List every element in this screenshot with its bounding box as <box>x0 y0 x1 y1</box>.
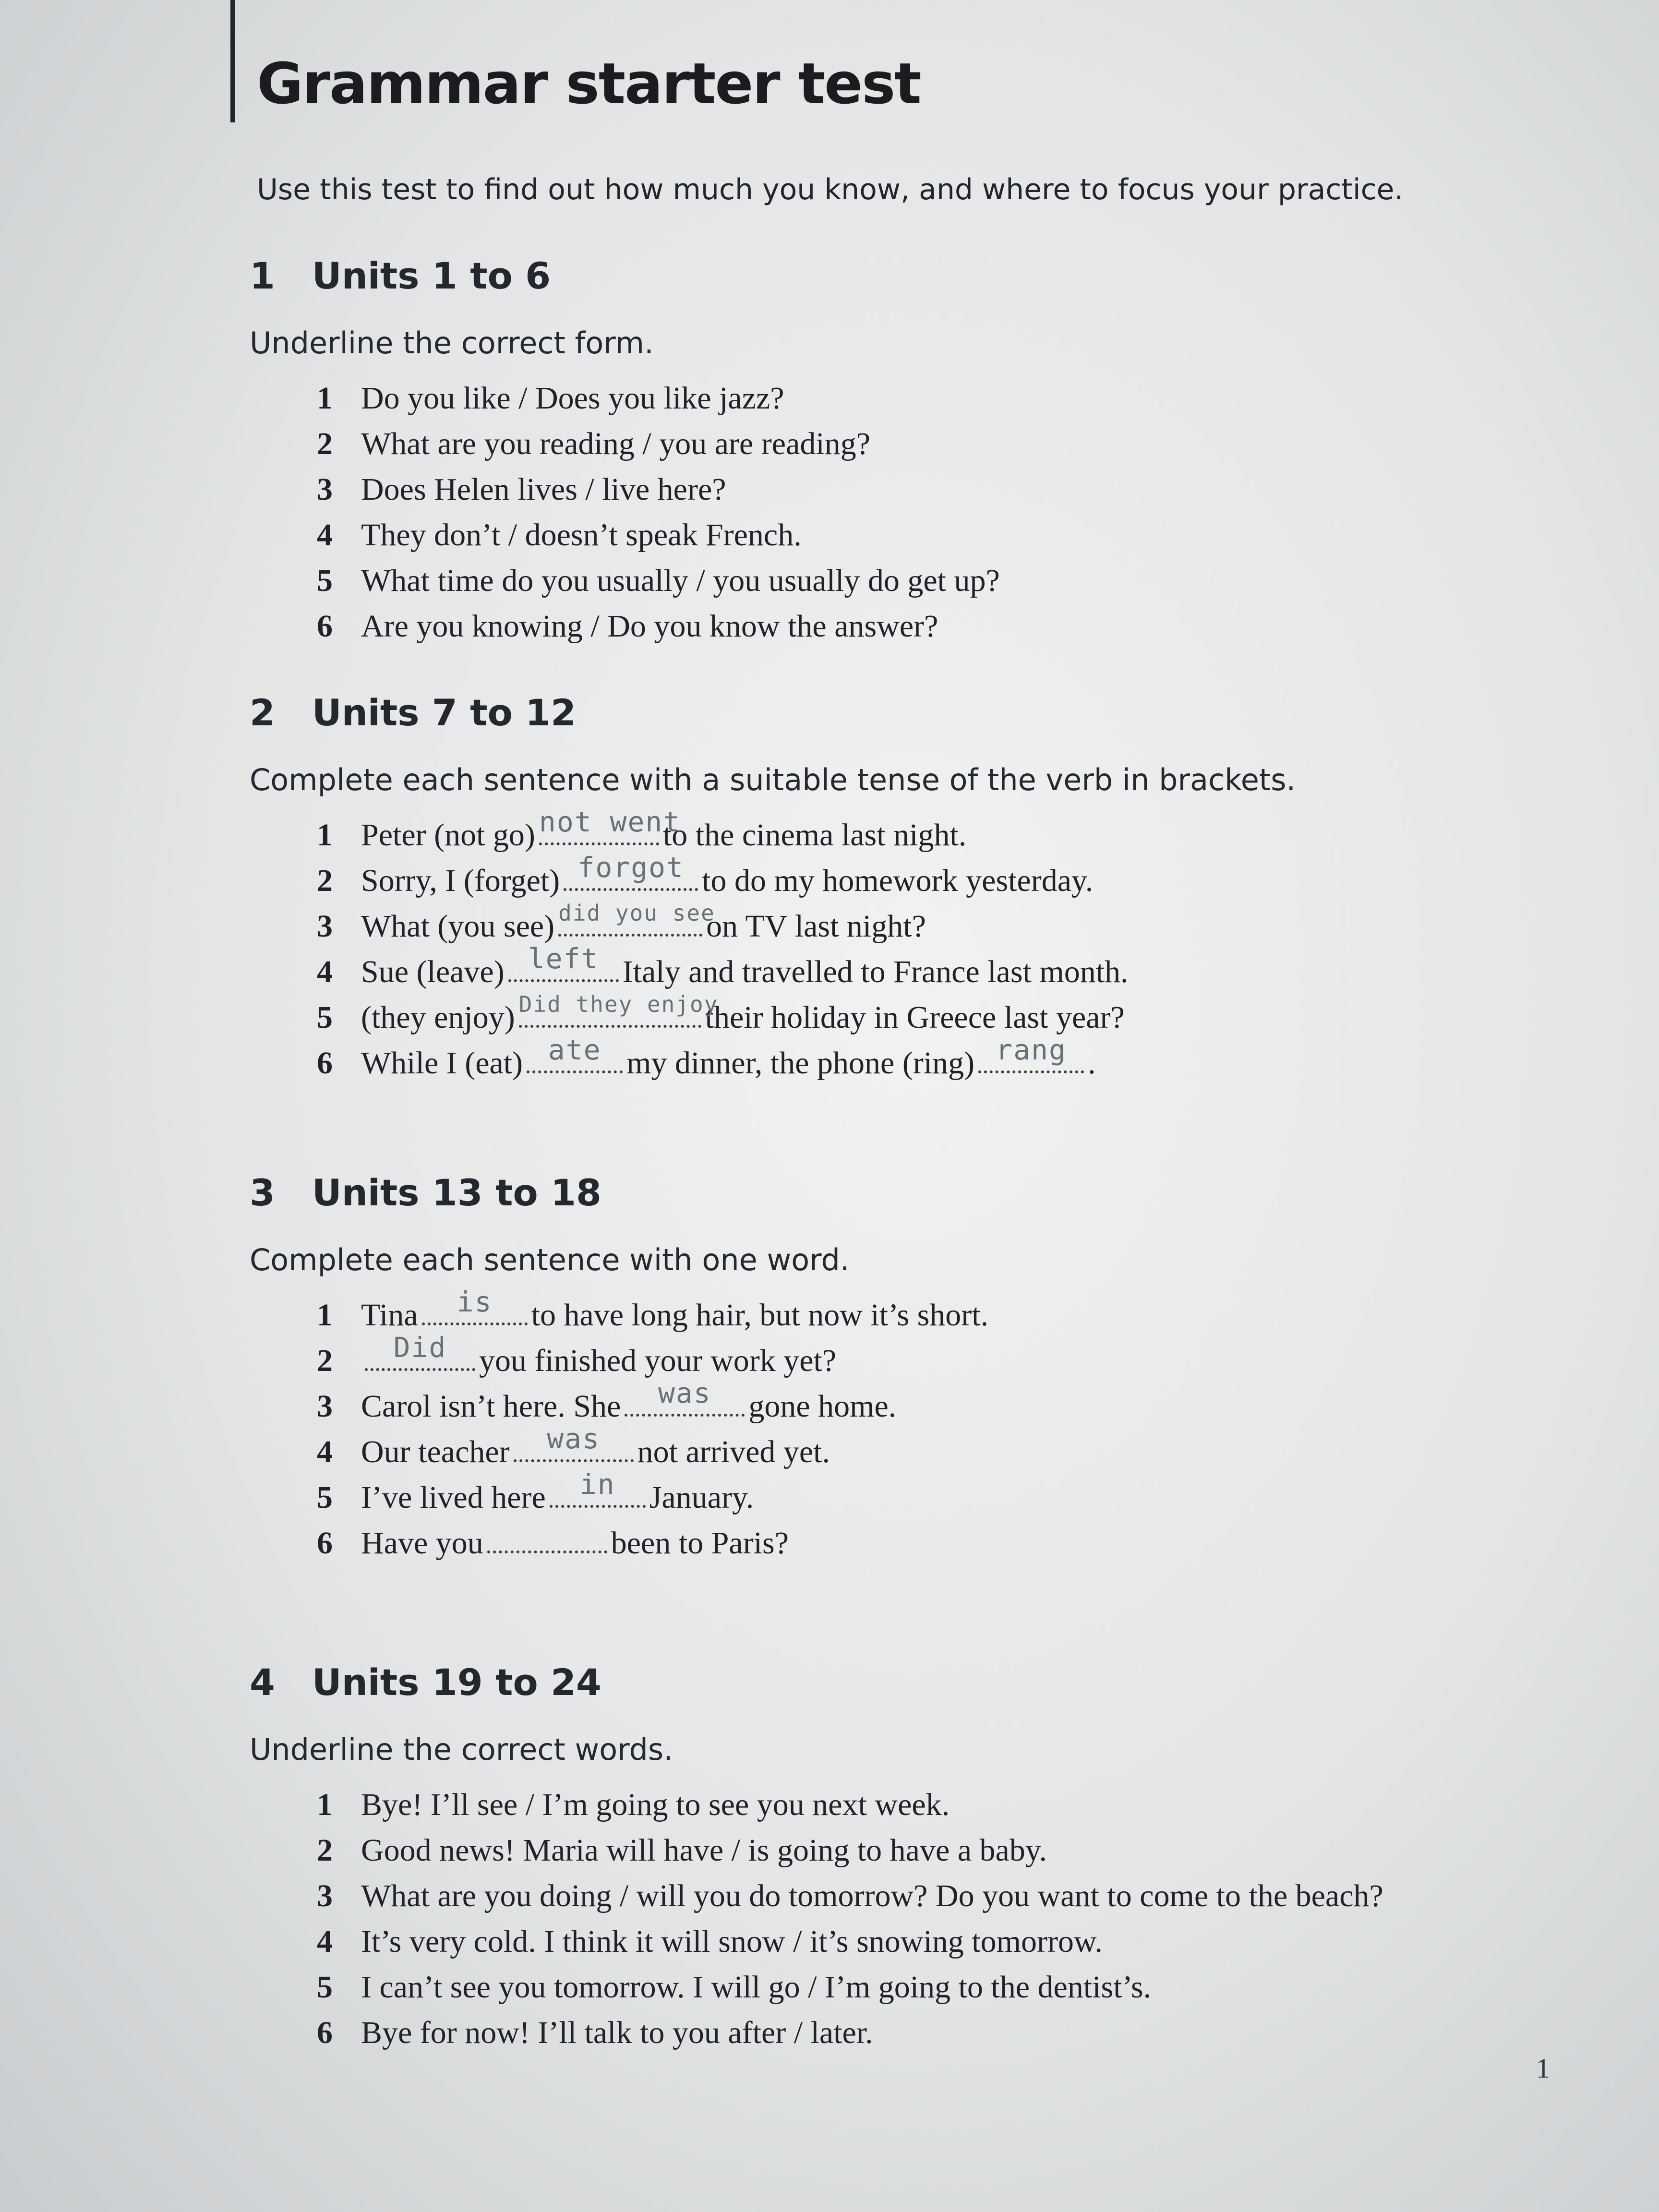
item-text-before: Sorry, I (forget) <box>361 863 560 898</box>
section-3 <box>250 1166 1594 1566</box>
item-text-middle: my dinner, the phone (ring) <box>626 1046 975 1081</box>
item-text: What time do you usually / you usually do get up? <box>361 563 1000 598</box>
answer-blank[interactable] <box>487 1522 607 1553</box>
item-number: 6 <box>317 2015 333 2050</box>
handwritten-answer: Did they enjoy <box>518 991 719 1017</box>
item-text: Bye! I’ll see / I’m going to see you next week. <box>361 1787 950 1822</box>
answer-blank[interactable] <box>539 805 681 845</box>
exercise-item <box>317 1827 1594 1873</box>
item-text-before: Sue (leave) <box>361 954 505 989</box>
section-number: 3 <box>250 1171 275 1214</box>
section-number: 4 <box>250 1661 275 1704</box>
item-number: 1 <box>317 1298 333 1333</box>
exercise-item <box>317 1964 1594 2010</box>
exercise-item <box>317 1286 1594 1338</box>
item-number: 4 <box>317 954 333 989</box>
item-text-before: Carol isn’t here. She <box>361 1389 621 1424</box>
item-number: 3 <box>317 1878 333 1913</box>
section-title: Units 7 to 12 <box>312 691 576 734</box>
section-heading <box>250 686 1594 739</box>
exercise-item <box>317 421 1594 467</box>
section-heading <box>250 250 1594 302</box>
item-text-after: to have long hair, but now it’s short. <box>531 1298 989 1333</box>
section-heading <box>250 1166 1594 1219</box>
exercise-item <box>317 1034 1594 1086</box>
item-text-before: (they enjoy) <box>361 1000 515 1035</box>
item-text: Bye for now! I’ll talk to you after / later. <box>361 2015 873 2050</box>
handwritten-answer: was <box>658 1377 711 1409</box>
answer-blank[interactable] <box>527 1034 623 1073</box>
section-title: Units 19 to 24 <box>312 1661 601 1704</box>
section-heading <box>250 1656 1594 1709</box>
handwritten-answer: not went <box>539 805 681 838</box>
exercise-item <box>317 603 1594 649</box>
section-instruction: Complete each sentence with a suitable tense of the verb in brackets. <box>250 762 1296 797</box>
exercise-item <box>317 942 1594 995</box>
item-number: 3 <box>317 909 333 944</box>
handwritten-answer: in <box>579 1468 615 1501</box>
item-text-before: I’ve lived here <box>361 1480 546 1515</box>
item-text-after: their holiday in Greece last year? <box>705 1000 1125 1035</box>
answer-blank[interactable] <box>625 1377 745 1417</box>
exercise-item <box>317 991 1594 1040</box>
handwritten-answer: did you see <box>558 900 715 926</box>
item-number: 2 <box>317 426 333 461</box>
exercise-item <box>317 1377 1594 1429</box>
section-instruction: Underline the correct words. <box>250 1732 673 1767</box>
exercise-item <box>317 1873 1594 1919</box>
intro-text: Use this test to find out how much you know, and where to focus your practice. <box>257 173 1404 206</box>
item-text: They don’t / doesn’t speak French. <box>361 517 802 553</box>
handwritten-answer: is <box>457 1286 493 1318</box>
item-number: 2 <box>317 1833 333 1868</box>
answer-blank[interactable] <box>508 942 619 982</box>
handwritten-answer: ate <box>548 1034 601 1066</box>
exercise-item <box>317 1422 1594 1475</box>
exercise-item <box>317 467 1594 512</box>
item-number: 5 <box>317 1970 333 2005</box>
item-number: 1 <box>317 1787 333 1822</box>
item-text-after: . <box>1088 1046 1096 1081</box>
item-text-after: to do my homework yesterday. <box>702 863 1094 898</box>
item-number: 5 <box>317 1480 333 1515</box>
item-text-before: Have you <box>361 1526 483 1561</box>
item-text-before: While I (eat) <box>361 1046 523 1081</box>
answer-blank[interactable] <box>978 1034 1084 1073</box>
exercise-item <box>317 805 1594 858</box>
item-number: 4 <box>317 1434 333 1469</box>
answer-blank[interactable] <box>518 991 719 1028</box>
exercise-item <box>317 1782 1594 1827</box>
handwritten-answer: was <box>547 1422 601 1455</box>
item-text: Good news! Maria will have / is going to have a baby. <box>361 1833 1047 1868</box>
exercise-item <box>317 1331 1594 1383</box>
item-text-after: Italy and travelled to France last month. <box>622 954 1129 989</box>
exercise-item <box>317 851 1594 903</box>
answer-blank[interactable] <box>550 1468 646 1508</box>
item-text: What are you reading / you are reading? <box>361 426 870 461</box>
section-number: 1 <box>250 254 275 297</box>
item-number: 3 <box>317 1389 333 1424</box>
section-instruction: Complete each sentence with one word. <box>250 1242 850 1277</box>
exercise-item <box>317 558 1594 603</box>
item-text-after: been to Paris? <box>611 1526 789 1561</box>
item-number: 6 <box>317 609 333 644</box>
item-text-before: What (you see) <box>361 909 555 944</box>
item-text-after: gone home. <box>748 1389 897 1424</box>
exercise-item <box>317 1468 1594 1520</box>
item-text-after: not arrived yet. <box>637 1434 830 1469</box>
answer-blank[interactable] <box>365 1331 475 1371</box>
exercise-item <box>317 512 1594 558</box>
handwritten-answer: forgot <box>577 851 684 884</box>
exercise-item <box>317 2010 1594 2056</box>
answer-blank[interactable] <box>558 900 715 937</box>
item-number: 5 <box>317 563 333 598</box>
item-text-after: January. <box>649 1480 754 1515</box>
item-text-after: you finished your work yet? <box>479 1343 837 1378</box>
section-number: 2 <box>250 691 275 734</box>
item-number: 1 <box>317 381 333 416</box>
item-text: Does Helen lives / live here? <box>361 472 726 507</box>
item-number: 1 <box>317 817 333 853</box>
item-text: It’s very cold. I think it will snow / it’s snowing tomorrow. <box>361 1924 1103 1959</box>
handwritten-answer: left <box>528 942 599 975</box>
item-text-before: Tina <box>361 1298 418 1333</box>
answer-blank[interactable] <box>422 1286 528 1325</box>
page-number: 1 <box>1536 2053 1550 2084</box>
exercise-item <box>317 1919 1594 1964</box>
section-4 <box>250 1656 1594 2056</box>
handwritten-answer: Did <box>393 1331 447 1364</box>
section-title: Units 13 to 18 <box>312 1171 601 1214</box>
item-number: 6 <box>317 1046 333 1081</box>
exercise-item <box>317 375 1594 421</box>
item-text: What are you doing / will you do tomorrow? Do you want to come to the beach? <box>361 1878 1383 1913</box>
exercise-item <box>317 1520 1594 1566</box>
page-title: Grammar starter test <box>257 50 921 117</box>
section-1 <box>250 250 1594 649</box>
item-number: 2 <box>317 863 333 898</box>
item-number: 4 <box>317 1924 333 1959</box>
answer-blank[interactable] <box>514 1422 634 1462</box>
item-text: Do you like / Does you like jazz? <box>361 381 784 416</box>
item-number: 5 <box>317 1000 333 1035</box>
title-rule-bar <box>230 0 235 122</box>
section-title: Units 1 to 6 <box>312 254 551 297</box>
section-2 <box>250 686 1594 1086</box>
item-text: I can’t see you tomorrow. I will go / I’m going to the dentist’s. <box>361 1970 1152 2005</box>
section-instruction: Underline the correct form. <box>250 325 654 361</box>
item-text-after: to the cinema last night. <box>662 817 967 853</box>
handwritten-answer: rang <box>996 1034 1067 1066</box>
item-text: Are you knowing / Do you know the answer? <box>361 609 938 644</box>
item-text-before: Peter (not go) <box>361 817 535 853</box>
item-number: 2 <box>317 1343 333 1378</box>
answer-blank[interactable] <box>564 851 698 891</box>
item-number: 6 <box>317 1526 333 1561</box>
item-text-before: Our teacher <box>361 1434 510 1469</box>
item-text-after: on TV last night? <box>706 909 926 944</box>
item-number: 4 <box>317 517 333 553</box>
item-number: 3 <box>317 472 333 507</box>
